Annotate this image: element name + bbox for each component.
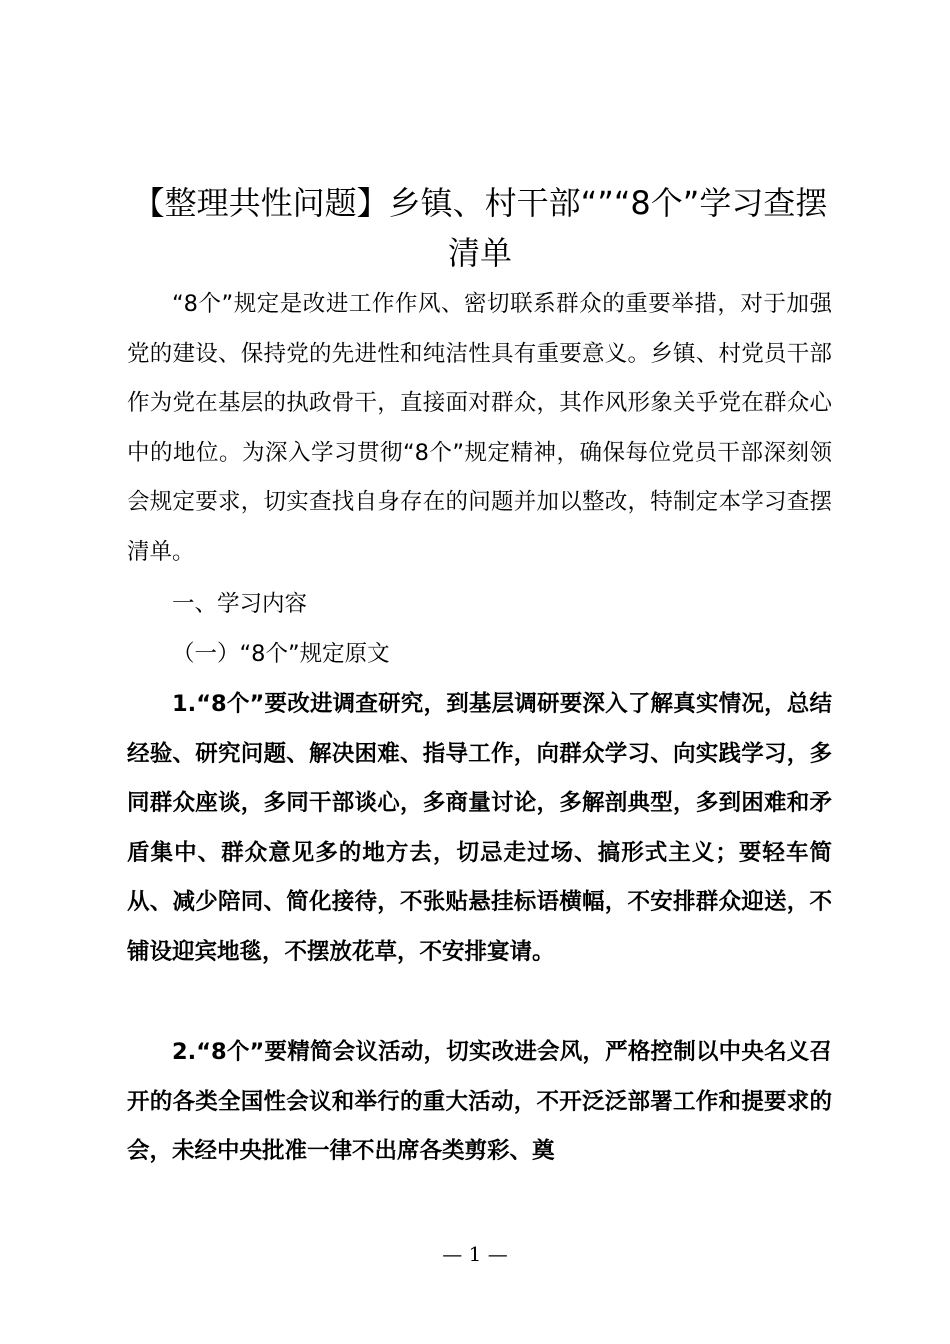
page-number: — 1 —: [442, 1242, 508, 1266]
section-heading-study-content: 一、学习内容: [172, 591, 308, 617]
intro-paragraph: “8个”规定是改进工作作风、密切联系群众的重要举措，对于加强党的建设、保持党的先进性和纯洁性具有重要意义。乡镇、村党员干部作为党在基层的执政骨干，直接面对群众，其作风形象关乎党在群众心中的地位。为深入学习贯彻“8个”规定精神，确保每位党员干部深刻领会规定要求，切实查找自身存在的问题并加以整改，特制定本学习查摆清单。: [127, 291, 832, 565]
subsection-heading-original-text: （一）“8个”规定原文: [172, 641, 390, 667]
document-title: 【整理共性问题】乡镇、村干部“”“8个”学习查摆清单: [132, 184, 828, 272]
rule-paragraph-1: 1.“8个”要改进调查研究，到基层调研要深入了解真实情况，总结经验、研究问题、解决困难、指导工作，向群众学习、向实践学习，多同群众座谈，多同干部谈心，多商量讨论，多解剖典型，多到困难和矛盾集中、群众意见多的地方去，切忌走过场、搞形式主义；要轻车简从、减少陪同、简化接待，不张贴悬挂标语横幅，不安排群众迎送，不铺设迎宾地毯，不摆放花草，不安排宴请。: [127, 691, 832, 965]
rule-paragraph-2: 2.“8个”要精简会议活动，切实改进会风，严格控制以中央名义召开的各类全国性会议和举行的重大活动，不开泛泛部署工作和提要求的会，未经中央批准一律不出席各类剪彩、奠: [127, 1039, 832, 1165]
